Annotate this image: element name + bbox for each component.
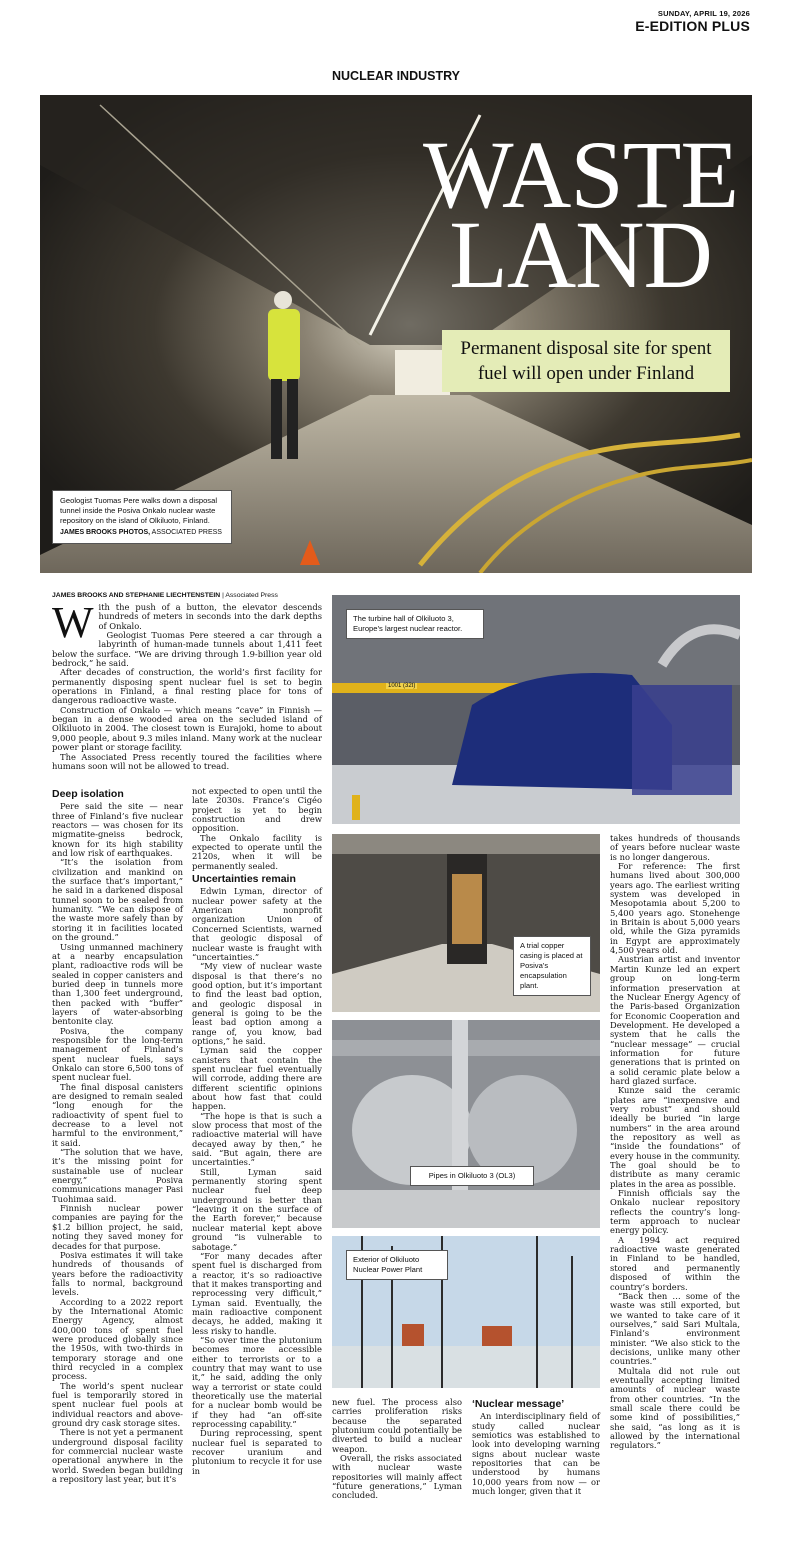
- lead-paragraph: ith the push of a button, the elevator descends hundreds of meters in seconds into the dark depths of Onkalo.: [98, 602, 322, 631]
- body-paragraph: Still, Lyman said permanently storing spent nuclear fuel deep underground is better than “leaving it on the surface of the Earth forever,” because nuclear material kept above ground “is vulnerable to sabotage.”: [192, 1166, 322, 1252]
- pipes-photo: [332, 1020, 600, 1228]
- body-paragraph: Lyman said the copper canisters that contain the spent nuclear fuel eventually will corrode, adding there are different scientific opinions about how fast that could happen.: [192, 1045, 322, 1112]
- lead-paragraph: The Associated Press recently toured the facilities where humans soon will not be allowed to tread.: [52, 751, 322, 771]
- article-column-2: [192, 787, 322, 1476]
- article-lead: [52, 598, 322, 771]
- body-paragraph: An interdisciplinary field of study called nuclear semiotics was established to look into developing warning signs about nuclear waste repositories that can be understood by humans 10,000 years from now — or much longer, given that it: [472, 1411, 600, 1497]
- body-paragraph: Overall, the risks associated with nuclear waste repositories will mainly affect “future generations,” Lyman concluded.: [332, 1453, 462, 1501]
- subheadline: Permanent disposal site for spent fuel will open under Finland: [442, 330, 730, 392]
- body-paragraph: takes hundreds of thousands of years before nuclear waste is no longer dangerous.: [610, 833, 740, 862]
- section-heading: NUCLEAR INDUSTRY: [331, 69, 460, 83]
- body-paragraph: Kunze said the ceramic plates are “inexpensive and very robust” and should ideally be buried “in large numbers” in the area around the repository as well as “inside the foundations” of every house in the community. The goal should be to distribute as many ceramic plates in the area as possible.: [610, 1085, 740, 1189]
- headline: [423, 121, 738, 308]
- article-column-5: [610, 834, 740, 1451]
- body-paragraph: “Back then … some of the waste was still exported, but we wanted to take care of it ourselves,” said Sari Multala, Finland’s environment minister. “We also stick to the decisions, unlike many other countries.”: [610, 1290, 740, 1367]
- hero-caption-text: Geologist Tuomas Pere walks down a disposal tunnel inside the Posiva Onkalo nuclear waste repository on the island of Olkiluoto, Finland.: [60, 496, 218, 525]
- article-column-3: [332, 1398, 462, 1501]
- body-paragraph: During reprocessing, spent nuclear fuel is separated to recover uranium and plutonium to recycle it for use in: [192, 1428, 322, 1476]
- body-paragraph: Posiva estimates it will take hundreds of thousands of years before the radioactivity falls to normal, background levels.: [52, 1249, 183, 1298]
- body-paragraph: Pere said the site — near three of Finland’s five nuclear reactors — was chosen for its migmatite-gneiss bedrock, known for its high stability and low risk of earthquakes.: [52, 801, 183, 859]
- body-paragraph: There is not yet a permanent underground disposal facility for commercial nuclear waste operational anywhere in the world. Sweden began building a repository last year, but it’s: [52, 1427, 183, 1485]
- exterior-caption: Exterior of Olkiluoto Nuclear Power Plant: [346, 1250, 448, 1280]
- edition-date: SUNDAY, APRIL 19, 2026: [657, 9, 750, 18]
- copper-caption: A trial copper casing is placed at Posiva’s encapsulation plant.: [513, 936, 591, 996]
- body-paragraph: Finnish nuclear power companies are paying for the $1.2 billion project, he said, noting they saved money for decades for that purpose.: [52, 1203, 183, 1251]
- body-paragraph: For reference: The first humans lived about 300,000 years ago. The earliest writing system was developed in Mesopotamia about 5,200 to 5,400 years ago. Stonehenge in Britain is about 5,000 years old, while the Giza pyramids in Egypt are approximately 4,500 years old.: [610, 861, 740, 956]
- headline-line-2: LAND: [449, 201, 712, 308]
- body-paragraph: “My view of nuclear waste disposal is that there’s no good option, but it’s important to find the least bad option, and geologic disposal in general is going to be the least bad option among a range of, you know, bad options,” he said.: [192, 961, 322, 1046]
- edition-name: E-EDITION PLUS: [635, 18, 750, 34]
- copper-casing-photo: [332, 834, 600, 1012]
- body-paragraph: The final disposal canisters are designed to remain sealed “long enough for the radioactivity of spent fuel to decrease to a level not harmful to the environment,” it said.: [52, 1081, 183, 1148]
- lead-paragraph: After decades of construction, the world’s first facility for permanently disposing spent nuclear fuel is set to begin operations in Finland, a final resting place for tons of dangerous radioactive waste.: [52, 667, 322, 706]
- body-paragraph: Finnish officials say the Onkalo nuclear repository reflects the country’s long-term approach to nuclear energy policy.: [610, 1188, 740, 1236]
- body-paragraph: new fuel. The process also carries proliferation risks because the separated plutonium could potentially be diverted to build a nuclear weapon.: [332, 1397, 462, 1454]
- hero-caption: [52, 490, 232, 544]
- body-paragraph: Multala did not rule out eventually accepting limited amounts of nuclear waste from other countries. “In the small scale there could be some kind of possibilities,” she said, “as long as it is allowed by the international regulators.”: [610, 1365, 740, 1451]
- lead-paragraph: Geologist Tuomas Pere steered a car through a labyrinth of human-made tunnels about 1,411 feet below the surface. “We are driving through 1.9-billion year old bedrock,” he said.: [52, 630, 322, 669]
- photo-credit-rest: ASSOCIATED PRESS: [150, 529, 222, 536]
- body-paragraph: “It’s the isolation from civilization and mankind on the surface that’s important,” he said in a darkened disposal tunnel soon to be sealed from humanity. “We can dispose of the waste more safely than by storing it in facilities located on the ground.”: [52, 857, 183, 943]
- body-paragraph: A 1994 act required radioactive waste generated in Finland to be handled, stored and permanently disposed of within the country’s borders.: [610, 1234, 740, 1292]
- photo-credit-bold: JAMES BROOKS PHOTOS,: [60, 529, 151, 536]
- body-paragraph: According to a 2022 report by the International Atomic Energy Agency, almost 400,000 tons of spent fuel were produced globally since the 1950s, with two-thirds in temporary storage and one third recycled in a complex process.: [52, 1296, 183, 1382]
- byline-org: Associated Press: [225, 592, 278, 599]
- headline-line-1: WASTE: [423, 121, 738, 228]
- photo-credit: [60, 528, 224, 538]
- pipes-illustration: [332, 1020, 600, 1228]
- body-paragraph: Using unmanned machinery at a nearby encapsulation plant, radioactive rods will be sealed in copper canisters and buried deep in tunnels more than 1,300 feet underground, then packed with “buffer” layers of water-absorbing bentonite clay.: [52, 941, 183, 1027]
- body-paragraph: Austrian artist and inventor Martin Kunze led an expert group on long-term information preservation at the Nuclear Energy Agency of the Paris-based Organization for Economic Cooperation and Development. He developed a system that he calls the “nuclear message” — crucial information for future generations that is printed on a solid ceramic plate below a hard glazed surface.: [610, 954, 740, 1086]
- byline-authors: JAMES BROOKS AND STEPHANIE LIECHTENSTEIN: [52, 592, 221, 599]
- body-paragraph: not expected to open until the late 2030s. France’s Cigéo project is yet to begin construction and drew opposition.: [192, 786, 322, 834]
- body-paragraph: “The solution that we have, it’s the missing point for sustainable use of nuclear energy,” Posiva communications manager Pasi Tuohimaa said.: [52, 1147, 183, 1204]
- body-paragraph: Edwin Lyman, director of nuclear power safety at the American nonprofit organization Union of Concerned Scientists, warned that geologic disposal of nuclear waste is fraught with “uncertainties.”: [192, 886, 322, 962]
- turbine-caption: The turbine hall of Olkiluoto 3, Europe’s largest nuclear reactor.: [346, 609, 484, 639]
- body-paragraph: The world’s spent nuclear fuel is temporarily stored in spent nuclear fuel pools at individual reactors and above-ground dry cask storage sites.: [52, 1380, 183, 1429]
- subhead-nuclear-message: ‘Nuclear message’: [472, 1398, 565, 1410]
- body-paragraph: “For many decades after spent fuel is discharged from a reactor, it’s so radioactive that it makes transporting and reprocessing very difficult,” Lyman said. Eventually, the main radioactive component decays, he added, making it less risky to handle.: [192, 1250, 322, 1336]
- article-column-1: [52, 786, 183, 1484]
- pipes-caption: Pipes in Olkiluoto 3 (OL3): [410, 1166, 534, 1186]
- body-paragraph: “The hope is that is such a slow process that most of the radioactive material will have decayed away by then,” he said. “But again, there are uncertainties.”: [192, 1110, 322, 1168]
- article-column-4: [472, 1396, 600, 1496]
- subhead-deep-isolation: Deep isolation: [52, 788, 124, 800]
- byline-separator: |: [220, 592, 226, 599]
- exterior-photo: [332, 1236, 600, 1388]
- turbine-hall-photo: [332, 595, 740, 824]
- crane-sign: 1001 (32t): [388, 683, 416, 689]
- hero-photo: [40, 95, 752, 573]
- lead-paragraph: Construction of Onkalo — which means “cave” in Finnish — began in a dense wooded area on the secluded island of Olkiluoto in 2004. The closest town is Eurajoki, home to about 9,000 people, about 9.3 miles inland. Many work at the nuclear power plant or storage facility.: [52, 704, 322, 753]
- subhead-uncertainties: Uncertainties remain: [192, 873, 296, 886]
- body-paragraph: Posiva, the company responsible for the long-term management of Finland’s spent nuclear fuels, says Onkalo can store 6,500 tons of spent nuclear fuel.: [52, 1025, 183, 1083]
- drop-cap: W: [52, 598, 94, 647]
- body-paragraph: “So over time the plutonium becomes more accessible either to terrorists or to a country that may want to use it,” he said, adding the only way a terrorist or state could theoretically use the material for a nuclear bomb would be if they had “an off-site reprocessing capability.”: [192, 1334, 322, 1430]
- body-paragraph: The Onkalo facility is expected to operate until the 2120s, when it will be permanently sealed.: [192, 832, 322, 871]
